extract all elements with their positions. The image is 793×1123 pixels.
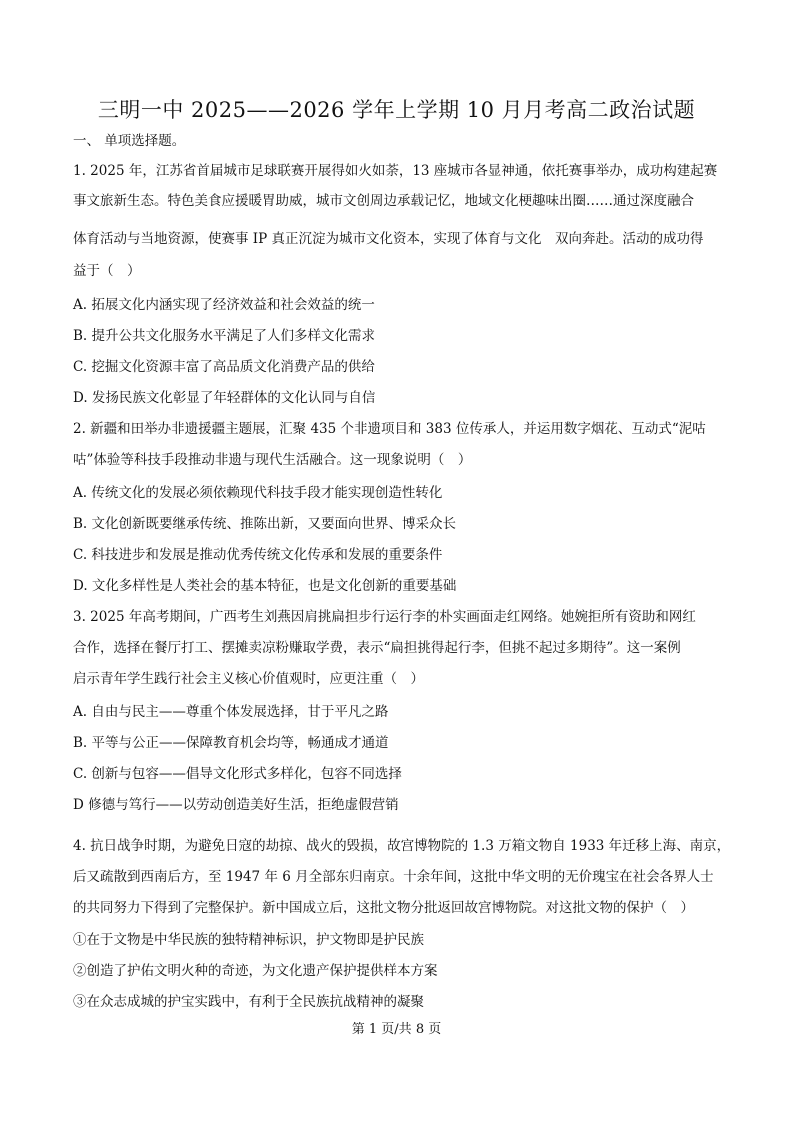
section-heading: 一、 单项选择题。 bbox=[73, 133, 186, 149]
q1-option-c: C. 挖掘文化资源丰富了高品质文化消费产品的供给 bbox=[73, 359, 375, 375]
q2-stem-line: 咕”体验等科技手段推动非遗与现代生活融合。这一现象说明（ ） bbox=[73, 452, 472, 468]
q1-stem-line: 益于（ ） bbox=[73, 263, 141, 279]
q4-stem-line: 4. 抗日战争时期，为避免日寇的劫掠、战火的毁损，故宫博物院的 1.3 万箱文物自 1933 年迁移上海、南京， bbox=[73, 838, 731, 854]
q3-stem-line: 3. 2025 年高考期间，广西考生刘燕因肩挑扁担步行运行李的朴实画面走红网络。她婉拒所有资助和网红 bbox=[73, 609, 696, 625]
q1-stem-line: 1. 2025 年，江苏省首届城市足球联赛开展得如火如荼，13 座城市各显神通，依托赛事举办，成功构建起赛 bbox=[73, 163, 718, 179]
page-footer: 第 1 页/共 8 页 bbox=[351, 1022, 442, 1037]
q4-statement-1: ①在于文物是中华民族的独特精神标识，护文物即是护民族 bbox=[73, 932, 424, 948]
q2-option-b: B. 文化创新既要继承传统、推陈出新，又要面向世界、博采众长 bbox=[73, 516, 457, 532]
q4-statement-2: ②创造了护佑文明火种的奇迹，为文化遗产保护提供样本方案 bbox=[73, 963, 438, 979]
q4-statement-3: ③在众志成城的护宝实践中，有利于全民族抗战精神的凝聚 bbox=[73, 994, 424, 1010]
q2-option-c: C. 科技进步和发展是推动优秀传统文化传承和发展的重要条件 bbox=[73, 547, 443, 563]
q1-option-a: A. 拓展文化内涵实现了经济效益和社会效益的统一 bbox=[73, 297, 375, 313]
q3-option-b: B. 平等与公正——保障教育机会均等，畅通成才通道 bbox=[73, 735, 389, 751]
q1-stem-line: 体育活动与当地资源，使赛事 IP 真正沉淀为城市文化资本，实现了体育与文化 双向奔赴。活动的成功得 bbox=[73, 231, 704, 247]
q3-option-d: D 修德与笃行——以劳动创造美好生活，拒绝虚假营销 bbox=[73, 797, 399, 813]
q2-option-a: A. 传统文化的发展必须依赖现代科技手段才能实现创造性转化 bbox=[73, 485, 443, 501]
q3-option-c: C. 创新与包容——倡导文化形式多样化，包容不同选择 bbox=[73, 766, 402, 782]
q1-option-d: D. 发扬民族文化彰显了年轻群体的文化认同与自信 bbox=[73, 390, 376, 406]
q2-stem-line: 2. 新疆和田举办非遗援疆主题展，汇聚 435 个非遗项目和 383 位传承人，并运用数字烟花、互动式“泥咕 bbox=[73, 421, 706, 437]
q2-option-d: D. 文化多样性是人类社会的基本特征，也是文化创新的重要基础 bbox=[73, 578, 457, 594]
exam-title: 三明一中 2025——2026 学年上学期 10 月月考高二政治试题 bbox=[97, 98, 696, 122]
q3-option-a: A. 自由与民主——尊重个体发展选择，甘于平凡之路 bbox=[73, 704, 389, 720]
q4-stem-line: 后又疏散到西南后方，至 1947 年 6 月全部东归南京。十余年间，这批中华文明的无价瑰宝在社会各界人士 bbox=[73, 869, 714, 885]
q1-option-b: B. 提升公共文化服务水平满足了人们多样文化需求 bbox=[73, 328, 376, 344]
q1-stem-line: 事文旅新生态。特色美食应援暖胃助威，城市文创周边承载记忆，地域文化梗趣味出圈……通过深度融合 bbox=[73, 193, 694, 209]
q3-stem-line: 启示青年学生践行社会主义核心价值观时，应更注重（ ） bbox=[73, 671, 424, 687]
q4-stem-line: 的共同努力下得到了完整保护。新中国成立后，这批文物分批返回故宫博物院。对这批文物的保护（ ） bbox=[73, 900, 694, 916]
q3-stem-line: 合作，选择在餐厅打工、摆摊卖凉粉赚取学费，表示“扁担挑得起行李，但挑不起过多期待”。这一案例 bbox=[73, 640, 681, 656]
